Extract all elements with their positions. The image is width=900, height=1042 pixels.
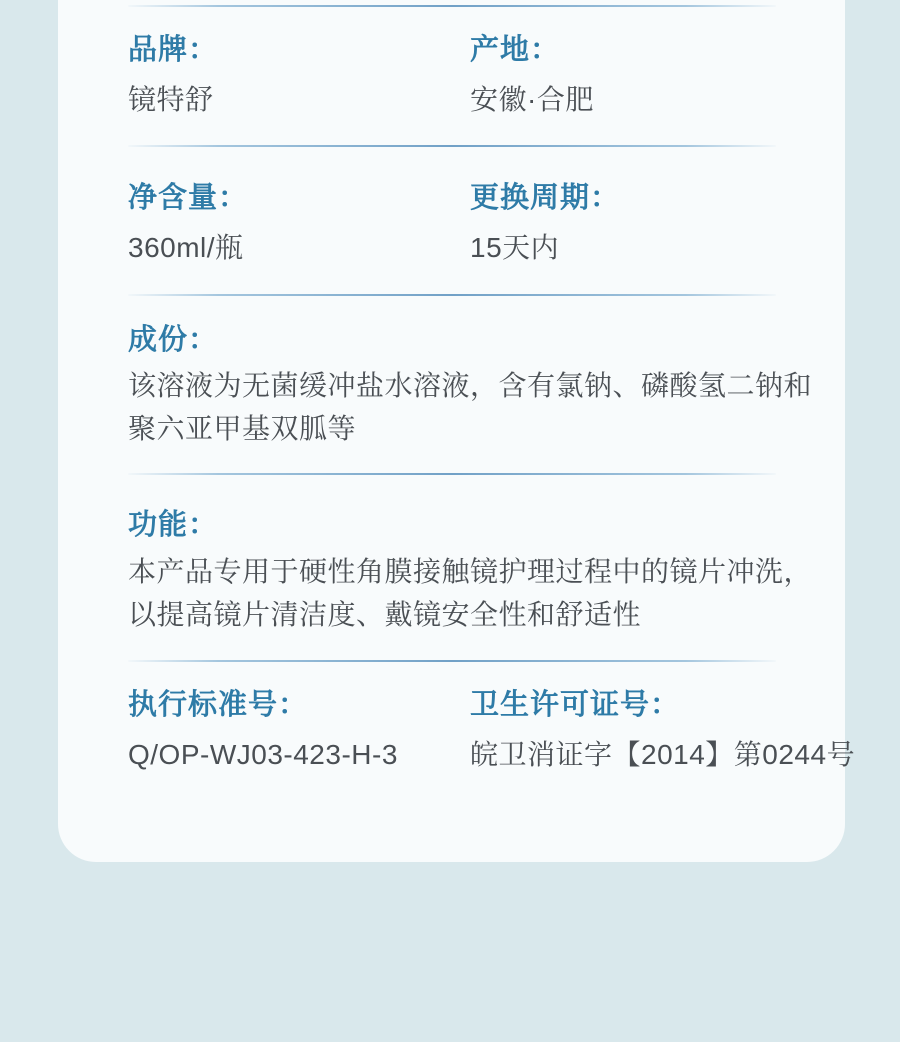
ingredients-text-line-1: 该溶液为无菌缓冲盐水溶液，含有氯钠、磷酸氢二钠和 bbox=[128, 370, 813, 401]
standard-number-value: Q/OP-WJ03-423-H-3 bbox=[128, 739, 398, 770]
hygiene-license-label: 卫生许可证号： bbox=[470, 689, 681, 721]
replacement-cycle-label: 更换周期： bbox=[470, 182, 621, 214]
brand-label: 品牌： bbox=[128, 34, 219, 66]
replacement-cycle-value: 15天内 bbox=[470, 232, 560, 263]
function-text bbox=[128, 550, 813, 636]
section-divider bbox=[128, 473, 776, 475]
hygiene-license-value: 皖卫消证字【2014】第0244号 bbox=[470, 739, 856, 770]
net-content-label: 净含量： bbox=[128, 182, 249, 214]
function-text-line-2: 以提高镜片清洁度、戴镜安全性和舒适性 bbox=[128, 599, 642, 630]
function-text-line-1: 本产品专用于硬性角膜接触镜护理过程中的镜片冲洗， bbox=[128, 556, 813, 587]
product-info-card bbox=[58, 0, 856, 862]
origin-label: 产地： bbox=[470, 34, 561, 66]
section-divider bbox=[128, 145, 776, 147]
section-divider bbox=[128, 5, 776, 7]
section-divider bbox=[128, 294, 776, 296]
function-heading: 功能： bbox=[128, 509, 219, 541]
ingredients-text-line-2: 聚六亚甲基双胍等 bbox=[128, 413, 357, 444]
brand-value: 镜特舒 bbox=[128, 84, 214, 115]
ingredients-text bbox=[128, 364, 813, 450]
net-content-value: 360ml/瓶 bbox=[128, 232, 244, 263]
ingredients-heading: 成份： bbox=[128, 324, 219, 356]
standard-number-label: 执行标准号： bbox=[128, 689, 309, 721]
section-divider bbox=[128, 660, 776, 662]
origin-value: 安徽·合肥 bbox=[470, 84, 594, 115]
